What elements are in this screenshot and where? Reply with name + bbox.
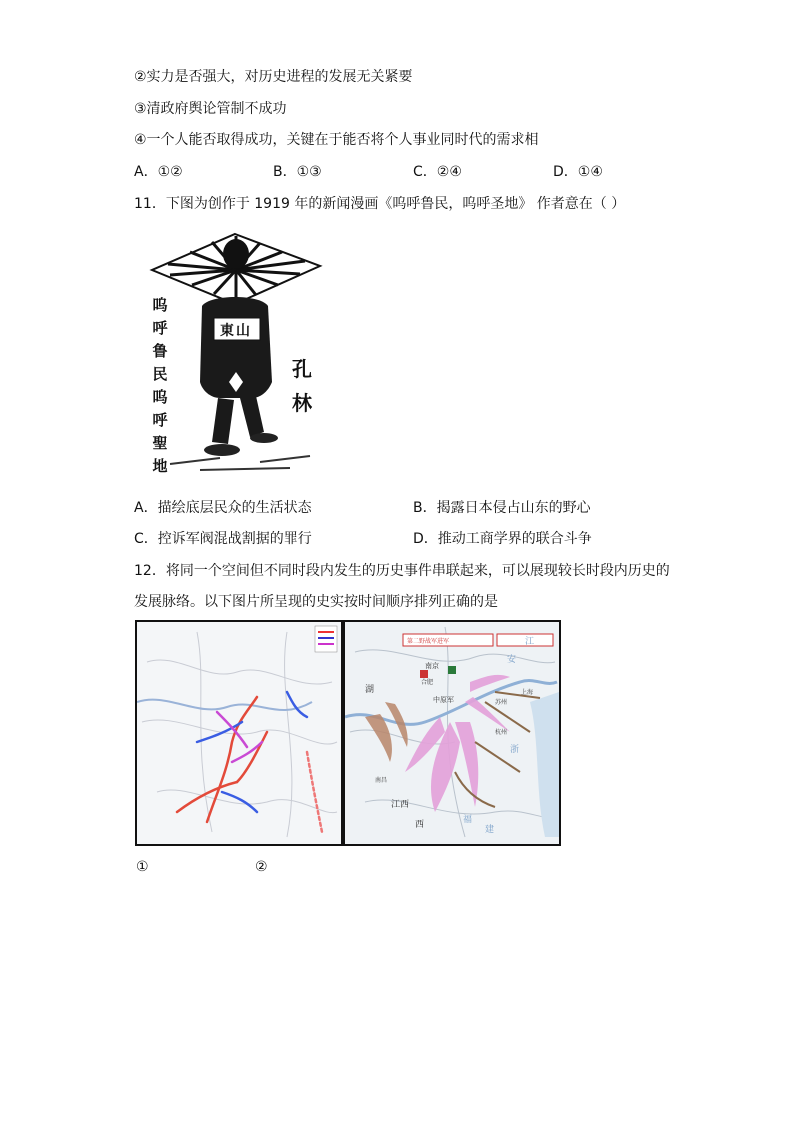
rising-sun-board (152, 234, 320, 304)
statement-2: ②实力是否强大，对历史进程的发展无关紧要 (134, 69, 413, 85)
option-text: ①② (157, 164, 183, 180)
map-2-label: 安 (507, 655, 517, 665)
option-letter: B． (273, 164, 297, 180)
option-text: 推动工商学界的联合斗争 (437, 531, 592, 547)
q11-option-d[interactable] (413, 530, 592, 548)
map-2-label: 南昌 (375, 777, 388, 784)
q12-stem-line2: 发展脉络。以下图片所呈现的史实按时间顺序排列正确的是 (134, 594, 498, 610)
option-letter: A． (134, 500, 158, 516)
map-2-label: 合肥 (421, 679, 434, 686)
option-text: 揭露日本侵占山东的野心 (436, 500, 591, 516)
q11-stem: 11．下图为创作于 1919 年的新闻漫画《呜呼鲁民，呜呼圣地》 作者意在（ ） (134, 196, 626, 212)
map-2-label: 第二野战军进军 (407, 638, 450, 645)
cartoon-image (140, 232, 330, 480)
q10-option-b[interactable] (273, 163, 322, 181)
map-2-label: 中原军 (433, 696, 454, 704)
option-text: ①④ (577, 164, 603, 180)
map-2-label: 南京 (425, 662, 439, 670)
map-2-label: 江西 (391, 800, 410, 810)
map-2-label: 江 (525, 637, 535, 647)
option-text: ②④ (436, 164, 462, 180)
option-letter: C． (134, 531, 158, 547)
option-letter: B． (413, 500, 437, 516)
cartoon-vertical-caption: 呜呼鲁民呜呼聖地 (152, 296, 168, 475)
q11-option-c[interactable] (134, 530, 312, 548)
q10-option-a[interactable] (134, 163, 183, 181)
statement-4: ④一个人能否取得成功，关键在于能否将个人事业同时代的需求相 (134, 132, 539, 148)
option-letter: A． (134, 164, 158, 180)
map-2-label: 杭州 (495, 729, 508, 736)
q10-option-d[interactable] (553, 163, 603, 181)
option-text: 描绘底层民众的生活状态 (157, 500, 312, 516)
option-text: 控诉军阀混战割据的罪行 (157, 531, 312, 547)
map-2-caption: ② (255, 859, 268, 875)
option-letter: D． (413, 531, 438, 547)
q10-option-c[interactable] (413, 163, 462, 181)
map-2 (343, 620, 561, 846)
map-1-drawing (137, 622, 341, 844)
q11-option-b[interactable] (413, 499, 591, 517)
map-1 (135, 620, 343, 846)
q12-stem-line1: 12．将同一个空间但不同时段内发生的历史事件串联起来，可以展现较长时段内历史的 (134, 563, 670, 579)
option-letter: D． (553, 164, 578, 180)
legend-box (315, 626, 337, 652)
map-2-label: 湖 (365, 685, 375, 695)
map-2-drawing (345, 622, 559, 844)
cartoon-chest-label: 東山 (220, 323, 252, 339)
map-2-label: 建 (485, 825, 495, 835)
option-letter: C． (413, 164, 437, 180)
map-1-caption: ① (136, 859, 149, 875)
map-2-label: 上海 (521, 689, 534, 696)
statement-3: ③清政府舆论管制不成功 (134, 101, 287, 117)
map-2-label: 苏州 (495, 699, 508, 706)
map-2-label: 福 (463, 815, 473, 825)
cartoon-signature: 孔林 (292, 357, 312, 415)
option-text: ①③ (296, 164, 322, 180)
map-2-label: 西 (415, 820, 425, 830)
q11-option-a[interactable] (134, 499, 312, 517)
map-2-label: 浙 (510, 745, 520, 755)
